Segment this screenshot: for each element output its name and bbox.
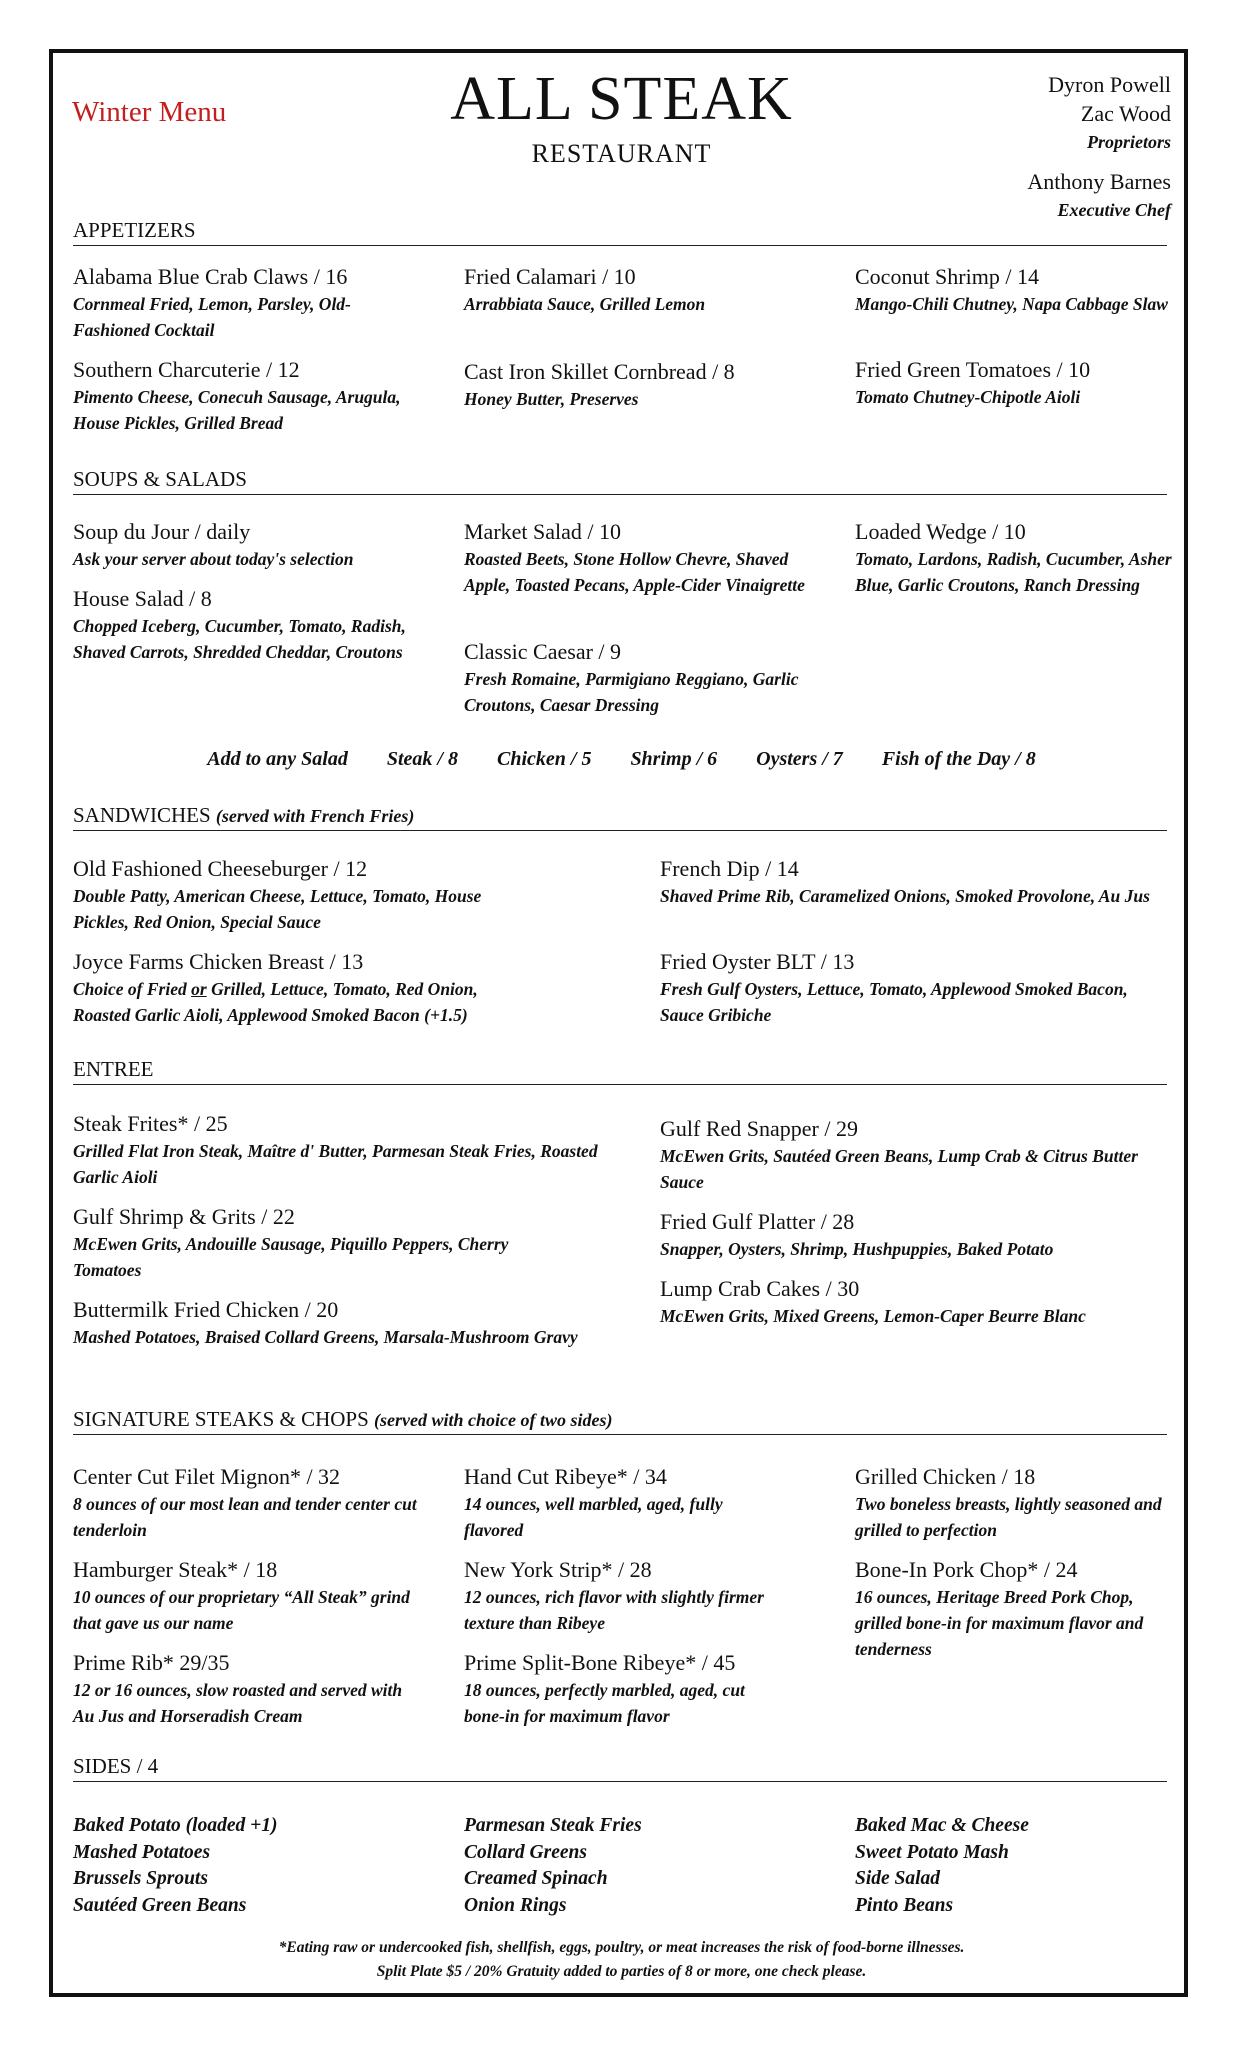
- menu-item: [73, 518, 423, 572]
- section-heading-sandwiches: SANDWICHES (served with French Fries): [73, 803, 1167, 831]
- footer-notes: [0, 1936, 1243, 1984]
- item-desc: Snapper, Oysters, Shrimp, Hushpuppies, Baked Potato: [660, 1239, 1054, 1259]
- item-name: Alabama Blue Crab Claws / 16: [73, 264, 348, 289]
- menu-item: [464, 638, 814, 718]
- menu-item: [660, 948, 1160, 1028]
- section-heading-entree: ENTREE: [73, 1057, 1167, 1085]
- item-desc: 16 ounces, Heritage Breed Pork Chop, grilled bone-in for maximum flavor and tenderness: [855, 1587, 1144, 1659]
- item-desc: Honey Butter, Preserves: [464, 389, 639, 409]
- item-name: Grilled Chicken / 18: [855, 1464, 1036, 1489]
- side-item: Onion Rings: [464, 1894, 567, 1916]
- item-name: Southern Charcuterie / 12: [73, 357, 300, 382]
- side-item: Side Salad: [855, 1868, 941, 1889]
- item-name: Gulf Red Snapper / 29: [660, 1116, 858, 1141]
- sides-column: [464, 1813, 642, 1919]
- menu-item: [660, 1115, 1160, 1195]
- menu-item: [855, 1463, 1175, 1543]
- item-desc: Roasted Beets, Stone Hollow Chevre, Shaved Apple, Toasted Pecans, Apple-Cider Vinaigrette: [464, 549, 805, 595]
- item-name: New York Strip* / 28: [464, 1557, 652, 1582]
- item-desc: 12 ounces, rich flavor with slightly firmer texture than Ribeye: [464, 1587, 764, 1633]
- menu-item: [73, 585, 423, 665]
- item-name: Buttermilk Fried Chicken / 20: [73, 1297, 339, 1322]
- addon-option: Oysters / 7: [756, 748, 843, 770]
- menu-item: [73, 1649, 423, 1729]
- item-name: Loaded Wedge / 10: [855, 519, 1026, 544]
- item-desc: Grilled Flat Iron Steak, Maître d' Butter, Parmesan Steak Fries, Roasted Garlic Aioli: [73, 1141, 598, 1187]
- item-desc: Mashed Potatoes, Braised Collard Greens, Marsala-Mushroom Gravy: [73, 1327, 578, 1347]
- item-name: Hamburger Steak* / 18: [73, 1557, 278, 1582]
- addons-label: Add to any Salad: [207, 748, 348, 770]
- side-item: Creamed Spinach: [464, 1868, 608, 1889]
- item-desc: 8 ounces of our most lean and tender center cut tenderloin: [73, 1494, 417, 1540]
- menu-item: [855, 518, 1175, 598]
- menu-item: [855, 356, 1175, 410]
- addon-option: Shrimp / 6: [630, 748, 718, 770]
- item-desc: McEwen Grits, Andouille Sausage, Piquillo Peppers, Cherry Tomatoes: [73, 1234, 509, 1280]
- item-desc: 10 ounces of our proprietary “All Steak” grind that gave us our name: [73, 1587, 410, 1633]
- item-desc: Pimento Cheese, Conecuh Sausage, Arugula, House Pickles, Grilled Bread: [73, 387, 401, 433]
- proprietors-role: Proprietors: [1086, 132, 1171, 152]
- item-desc: Fresh Romaine, Parmigiano Reggiano, Garlic Croutons, Caesar Dressing: [464, 669, 799, 715]
- menu-item: [464, 518, 814, 598]
- menu-item: [73, 948, 613, 1028]
- chef-name: Anthony Barnes: [1027, 169, 1171, 194]
- item-desc: Tomato, Lardons, Radish, Cucumber, Asher Blue, Garlic Croutons, Ranch Dressing: [855, 549, 1172, 595]
- item-desc: McEwen Grits, Sautéed Green Beans, Lump Crab & Citrus Butter Sauce: [660, 1146, 1138, 1192]
- item-name: Coconut Shrimp / 14: [855, 264, 1039, 289]
- menu-item: [464, 1556, 814, 1636]
- item-name: Fried Calamari / 10: [464, 264, 636, 289]
- item-desc: Double Patty, American Cheese, Lettuce, Tomato, House Pickles, Red Onion, Special Sauce: [73, 886, 482, 932]
- section-note: (served with French Fries): [215, 806, 415, 826]
- item-desc: Mango-Chili Chutney, Napa Cabbage Slaw: [855, 294, 1168, 314]
- item-desc: Tomato Chutney-Chipotle Aioli: [855, 387, 1081, 407]
- item-desc: McEwen Grits, Mixed Greens, Lemon-Caper Beurre Blanc: [660, 1306, 1086, 1326]
- side-item: Baked Potato (loaded +1): [73, 1815, 278, 1836]
- sides-column: [73, 1813, 277, 1919]
- side-item: Baked Mac & Cheese: [855, 1815, 1029, 1836]
- item-name: Fried Green Tomatoes / 10: [855, 357, 1091, 382]
- item-desc: Cornmeal Fried, Lemon, Parsley, Old-Fashioned Cocktail: [73, 294, 351, 340]
- item-name: French Dip / 14: [660, 856, 799, 881]
- item-name: Steak Frites* / 25: [73, 1111, 228, 1136]
- item-desc: Fresh Gulf Oysters, Lettuce, Tomato, Applewood Smoked Bacon, Sauce Gribiche: [660, 979, 1128, 1025]
- item-name: Joyce Farms Chicken Breast / 13: [73, 949, 364, 974]
- policy-note: Split Plate $5 / 20% Gratuity added to parties of 8 or more, one check please.: [376, 1963, 867, 1980]
- item-name: Gulf Shrimp & Grits / 22: [73, 1204, 295, 1229]
- side-item: Mashed Potatoes: [73, 1841, 211, 1863]
- menu-item: [73, 1556, 423, 1636]
- menu-item: [855, 1556, 1175, 1662]
- item-name: Bone-In Pork Chop* / 24: [855, 1557, 1078, 1582]
- sides-column: [855, 1813, 1029, 1919]
- chef-role: Executive Chef: [1057, 200, 1171, 220]
- item-desc: 12 or 16 ounces, slow roasted and served with Au Jus and Horseradish Cream: [73, 1680, 403, 1726]
- item-desc: 14 ounces, well marbled, aged, fully flavored: [464, 1494, 723, 1540]
- addon-option: Steak / 8: [386, 748, 458, 770]
- item-name: Prime Rib* 29/35: [73, 1650, 230, 1675]
- item-desc: Arrabbiata Sauce, Grilled Lemon: [464, 294, 706, 314]
- menu-item: [73, 263, 423, 343]
- menu-item: [855, 263, 1175, 317]
- item-name: Fried Oyster BLT / 13: [660, 949, 855, 974]
- proprietor-name: Dyron Powell: [1048, 72, 1171, 97]
- proprietor-name: Zac Wood: [1080, 101, 1171, 126]
- menu-item: [73, 1110, 613, 1190]
- season-label: Winter Menu: [72, 96, 227, 128]
- item-name: Hand Cut Ribeye* / 34: [464, 1464, 667, 1489]
- side-item: Pinto Beans: [855, 1894, 954, 1916]
- menu-item: [464, 1649, 814, 1729]
- restaurant-title: ALL STEAK: [450, 65, 793, 133]
- item-name: Fried Gulf Platter / 28: [660, 1209, 855, 1234]
- item-desc: Choice of Fried or Grilled, Lettuce, Tomato, Red Onion, Roasted Garlic Aioli, Applewood Smoked Bacon (+1.5): [73, 979, 478, 1025]
- item-name: Classic Caesar / 9: [464, 639, 622, 664]
- item-desc: Two boneless breasts, lightly seasoned and grilled to perfection: [855, 1494, 1162, 1540]
- item-name: Old Fashioned Cheeseburger / 12: [73, 856, 368, 881]
- item-name: Soup du Jour / daily: [73, 519, 251, 544]
- item-name: Prime Split-Bone Ribeye* / 45: [464, 1650, 736, 1675]
- menu-item: [464, 1463, 814, 1543]
- salad-addons: [0, 748, 1243, 771]
- restaurant-subtitle: RESTAURANT: [531, 139, 712, 168]
- menu-item: [73, 1296, 613, 1350]
- addon-option: Chicken / 5: [496, 748, 592, 770]
- menu-item: [660, 1275, 1160, 1329]
- section-note: (served with choice of two sides): [374, 1410, 613, 1430]
- addon-option: Fish of the Day / 8: [881, 748, 1036, 770]
- menu-item: [660, 1208, 1160, 1262]
- item-desc: 18 ounces, perfectly marbled, aged, cut bone-in for maximum flavor: [464, 1680, 745, 1726]
- menu-item: [660, 855, 1160, 909]
- item-desc: Shaved Prime Rib, Caramelized Onions, Smoked Provolone, Au Jus: [660, 886, 1150, 906]
- side-item: Parmesan Steak Fries: [464, 1815, 642, 1836]
- menu-item: [73, 1463, 423, 1543]
- health-disclaimer: *Eating raw or undercooked fish, shellfish, eggs, poultry, or meat increases the risk of food-borne illnesses.: [278, 1939, 965, 1956]
- section-heading-appetizers: APPETIZERS: [73, 218, 1167, 246]
- menu-item: [73, 855, 613, 935]
- item-name: Lump Crab Cakes / 30: [660, 1276, 860, 1301]
- menu-item: [464, 263, 814, 317]
- menu-item: [73, 356, 423, 436]
- staff-block: [1027, 70, 1171, 225]
- menu-item: [464, 358, 814, 412]
- side-item: Brussels Sprouts: [73, 1868, 208, 1889]
- item-name: House Salad / 8: [73, 586, 212, 611]
- section-heading-soups-salads: SOUPS & SALADS: [73, 467, 1167, 495]
- section-heading-sides: SIDES / 4: [73, 1754, 1167, 1782]
- menu-item: [73, 1203, 613, 1283]
- item-name: Cast Iron Skillet Cornbread / 8: [464, 359, 735, 384]
- section-heading-steaks-chops: SIGNATURE STEAKS & CHOPS (served with choice of two sides): [73, 1407, 1167, 1435]
- item-name: Center Cut Filet Mignon* / 32: [73, 1464, 341, 1489]
- item-desc: Ask your server about today's selection: [73, 549, 354, 569]
- item-desc: Chopped Iceberg, Cucumber, Tomato, Radish, Shaved Carrots, Shredded Cheddar, Croutons: [73, 616, 406, 662]
- side-item: Sautéed Green Beans: [73, 1894, 247, 1916]
- side-item: Sweet Potato Mash: [855, 1841, 1009, 1863]
- side-item: Collard Greens: [464, 1841, 587, 1863]
- item-name: Market Salad / 10: [464, 519, 622, 544]
